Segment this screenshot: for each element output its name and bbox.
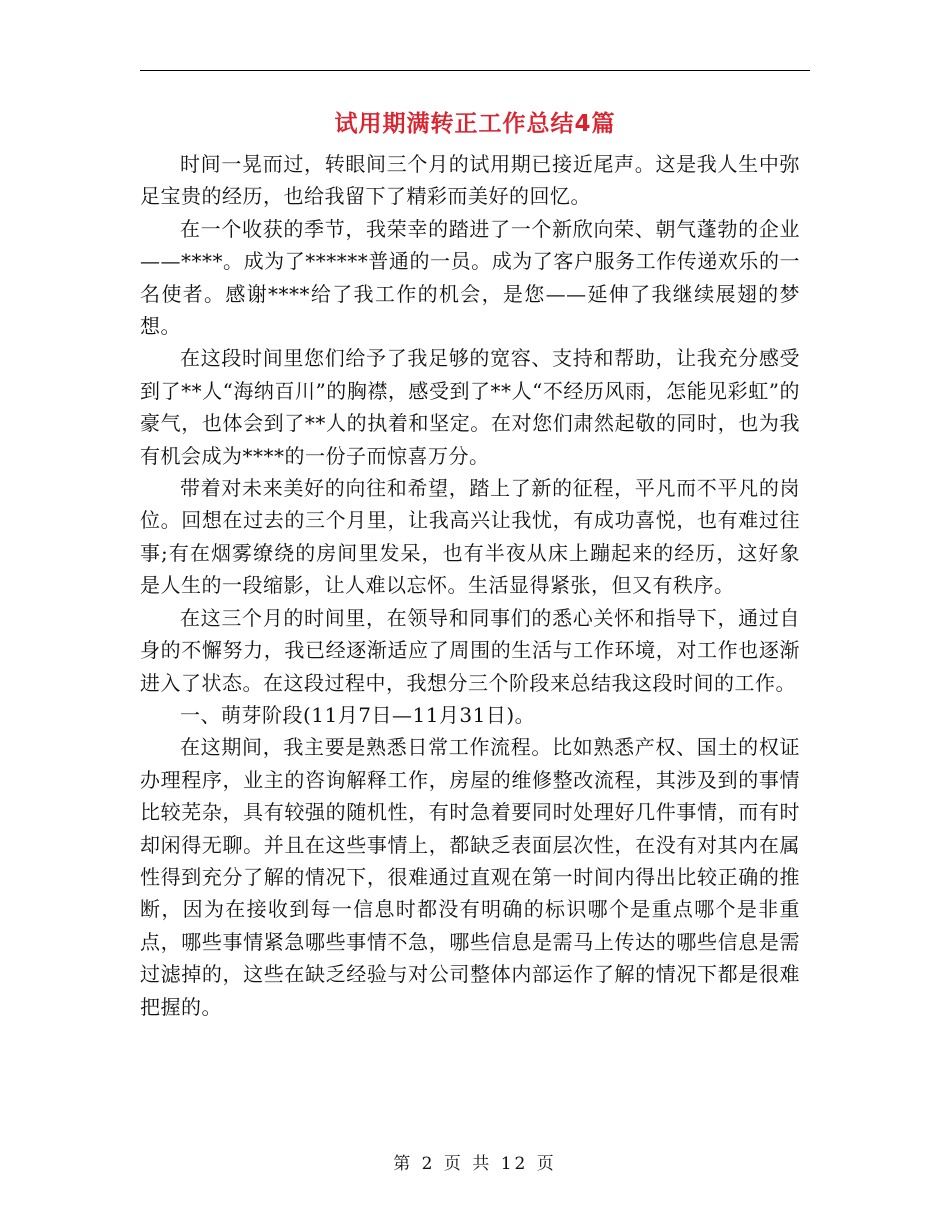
page-number-footer: 第 2 页 共 12 页 bbox=[393, 1154, 557, 1174]
paragraph-5: 在这三个月的时间里，在领导和同事们的悉心关怀和指导下，通过自身的不懈努力，我已经逐渐适应了周围的生活与工作环境，对工作也逐渐进入了状态。在这段过程中，我想分三个阶段来总结我这段时间的工作。 bbox=[140, 605, 800, 695]
paragraph-1: 时间一晃而过，转眼间三个月的试用期已接近尾声。这是我人生中弥足宝贵的经历，也给我留下了精彩而美好的回忆。 bbox=[140, 152, 800, 209]
header-rule bbox=[140, 70, 810, 71]
document-body bbox=[140, 148, 800, 1023]
section-heading-1: 一、萌芽阶段(11月7日—11月31日)。 bbox=[180, 702, 536, 727]
paragraph-4: 带着对未来美好的向往和希望，踏上了新的征程，平凡而不平凡的岗位。回想在过去的三个月里，让我高兴让我忧，有成功喜悦，也有难过往事;有在烟雾缭绕的房间里发呆，也有半夜从床上蹦起来的经历，这好象是人生的一段缩影，让人难以忘怀。生活显得紧张，但又有秩序。 bbox=[140, 476, 800, 598]
paragraph-3: 在这段时间里您们给予了我足够的宽容、支持和帮助，让我充分感受到了**人“海纳百川”的胸襟，感受到了**人“不经历风雨，怎能见彩虹”的豪气，也体会到了**人的执着和坚定。在对您们肃然起敬的同时，也为我有机会成为****的一份子而惊喜万分。 bbox=[140, 346, 800, 468]
document-title: 试用期满转正工作总结4篇 bbox=[334, 111, 616, 137]
paragraph-2: 在一个收获的季节，我荣幸的踏进了一个新欣向荣、朝气蓬勃的企业——****。成为了******普通的一员。成为了客户服务工作传递欢乐的一名使者。感谢****给了我工作的机会，是您——延伸了我继续展翅的梦想。 bbox=[140, 216, 800, 339]
paragraph-6: 在这期间，我主要是熟悉日常工作流程。比如熟悉产权、国土的权证办理程序，业主的咨询解释工作，房屋的维修整改流程，其涉及到的事情比较芜杂，具有较强的随机性，有时急着要同时处理好几件事情，而有时却闲得无聊。并且在这些事情上，都缺乏表面层次性，在没有对其内在属性得到充分了解的情况下，很难通过直观在第一时间内得出比较正确的推断，因为在接收到每一信息时都没有明确的标识哪个是重点哪个是非重点，哪些事情紧急哪些事情不急，哪些信息是需马上传达的哪些信息是需过滤掉的，这些在缺乏经验与对公司整体内部运作了解的情况下都是很难把握的。 bbox=[140, 735, 800, 1019]
